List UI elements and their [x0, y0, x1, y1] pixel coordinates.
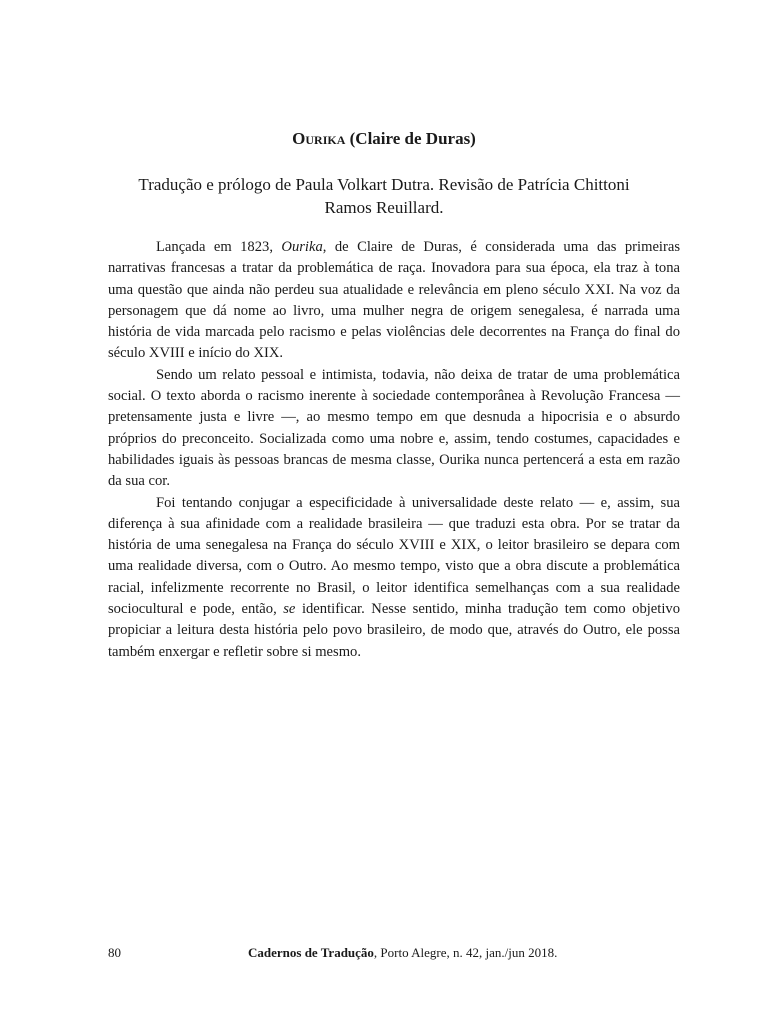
journal-citation	[248, 945, 557, 961]
page-title	[0, 129, 768, 149]
title-rest: (Claire de Duras)	[345, 129, 476, 148]
page-subtitle: Tradução e prólogo de Paula Volkart Dutra. Revisão de Patrícia Chittoni Ramos Reuillard.	[138, 175, 630, 217]
paragraph-1-start: Lançada em 1823,	[156, 239, 282, 255]
paragraph-1	[108, 237, 680, 365]
title-smallcaps: Ourika	[292, 129, 346, 148]
paragraph-1-end: , de Claire de Duras, é considerada uma das primeiras narrativas francesas a tratar da problemática de raça. Inovadora para sua época, ela traz à tona uma questão que ainda não perdeu sua atualidade e relevância em pleno século XXI. Na voz da personagem que dá nome ao livro, uma mulher negra de origem senegalesa, é narrada uma história de vida marcada pelo racismo e pelas violências dele decorrentes na França do final do século XVIII e início do XIX.	[108, 239, 680, 362]
page-number: 80	[108, 945, 121, 960]
paragraph-1-italic: Ourika	[281, 239, 323, 255]
journal-details: , Porto Alegre, n. 42, jan./jun 2018.	[373, 945, 558, 960]
paragraph-3-italic: se	[283, 601, 296, 618]
paragraph-3	[108, 493, 680, 663]
paragraph-3-end: identificar. Nesse sentido, minha tradução tem como objetivo propiciar a leitura desta história pelo povo brasileiro, de modo que, através do Outro, ele possa também enxergar e refletir sobre si mesmo.	[108, 601, 680, 660]
journal-name: Cadernos de Tradução	[248, 945, 374, 960]
paragraph-3-start: Foi tentando conjugar a especificidade à universalidade deste relato — e, assim, sua diferença à sua afinidade com a realidade brasileira — que traduzi esta obra. Por se tratar da história de uma senegalesa na França do século XVIII e XIX, o leitor brasileiro se depara com uma realidade diversa, com o Outro. Ao mesmo tempo, visto que a obra discute a problemática racial, infelizmente recorrente no Brasil, o leitor identifica semelhanças com a sua realidade sociocultural e pode, então,	[108, 494, 680, 618]
body-text	[108, 237, 680, 663]
paragraph-2: Sendo um relato pessoal e intimista, todavia, não deixa de tratar de uma problemática social. O texto aborda o racismo inerente à sociedade contemporânea à Revolução Francesa — pretensamente justa e livre —, ao mesmo tempo em que desnuda a hipocrisia e o absurdo próprios do preconceito. Socializada como uma nobre e, assim, tendo costumes, capacidades e habilidades iguais às pessoas brancas de mesma classe, Ourika nunca pertencerá a esta em razão da sua cor.	[108, 366, 680, 490]
